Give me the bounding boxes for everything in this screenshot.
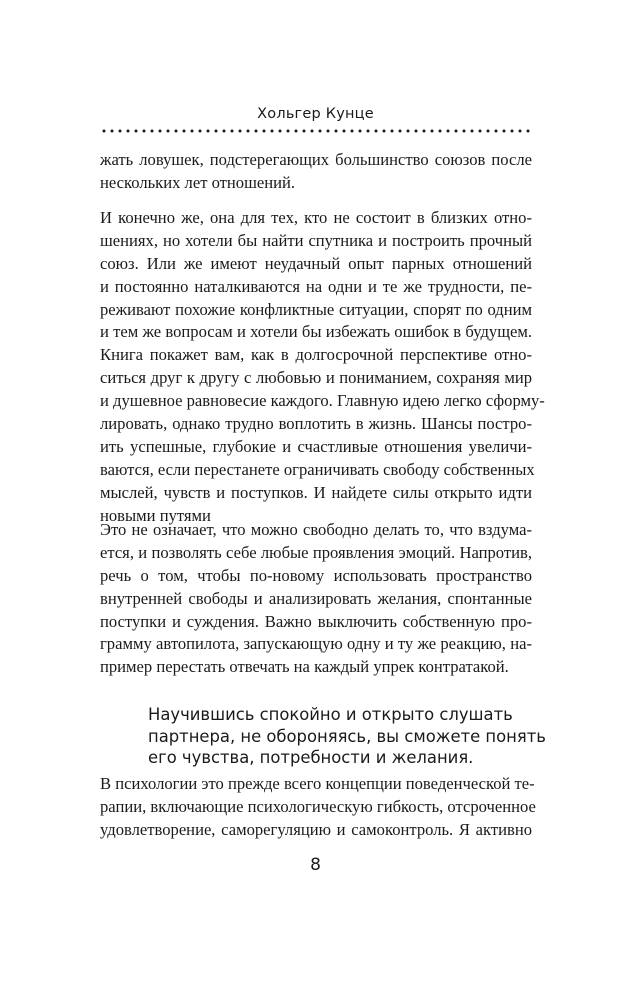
quote-line: его чувства, потребности и желания.	[148, 748, 474, 768]
text-line: речь о том, чтобы по-новому использовать пространство	[100, 565, 532, 585]
running-head-author: Хольгер Кунце	[257, 106, 374, 122]
text-line: жать ловушек, подстерегающих большинство союзов после	[100, 150, 532, 169]
pull-quote	[148, 704, 546, 769]
paragraph	[100, 149, 532, 195]
page-number: 8	[310, 855, 321, 875]
text-line: Это не означает, что можно свободно делать то, что вздума-	[100, 520, 532, 539]
text-line: мыслей, чувств и поступков. И найдете силы открыто идти	[100, 482, 532, 502]
text-line: грамму автопилота, запускающую одну и ту же реакцию, на-	[100, 634, 532, 654]
quote-line: партнера, не обороняясь, вы сможете понять	[148, 726, 546, 746]
paragraph	[100, 519, 532, 679]
text-line: новыми путями	[100, 505, 211, 525]
text-line: удовлетворение, саморегуляцию и самоконтроль. Я активно	[100, 819, 532, 839]
text-line: шениях, но хотели бы найти спутника и построить прочный	[100, 230, 532, 250]
paragraph	[100, 207, 545, 527]
text-line: и постоянно наталкиваются на одни и те же трудности, пе-	[100, 276, 532, 296]
text-line: лировать, однако трудно воплотить в жизнь. Шансы постро-	[100, 414, 532, 434]
text-line: ить успешные, глубокие и счастливые отношения увеличи-	[100, 436, 532, 456]
text-line: и душевное равновесие каждого. Главную идею легко сформу-	[100, 391, 545, 411]
text-line: ваются, если перестанете ограничивать свободу собственных	[100, 459, 535, 479]
text-line: ситься друг к другу с любовью и пониманием, сохраняя мир	[100, 368, 532, 388]
text-line: В психологии это прежде всего концепции поведенческой те-	[100, 774, 535, 793]
dotted-rule	[100, 128, 532, 134]
text-line: нескольких лет отношений.	[100, 172, 296, 192]
text-line: Книга покажет вам, как в долгосрочной перспективе отно-	[100, 345, 532, 365]
text-line: пример перестать отвечать на каждый упрек контратакой.	[100, 657, 509, 677]
text-line: ется, и позволять себе любые проявления эмоций. Напротив,	[100, 542, 532, 562]
text-line: внутренней свободы и анализировать желания, спонтанные	[100, 588, 532, 608]
text-line: союз. Или же имеют неудачный опыт парных отношений	[100, 253, 532, 273]
paragraph	[100, 773, 536, 842]
text-line: И конечно же, она для тех, кто не состоит в близких отно-	[100, 208, 532, 227]
text-line: реживают похожие конфликтные ситуации, спорят по одним	[100, 299, 532, 319]
text-line: поступки и суждения. Важно выключить собственную про-	[100, 611, 532, 631]
text-line: рапии, включающие психологическую гибкость, отсроченное	[100, 796, 536, 816]
quote-line: Научившись спокойно и открыто слушать	[148, 705, 513, 724]
text-line: и тем же вопросам и хотели бы избежать ошибок в будущем.	[100, 322, 532, 342]
